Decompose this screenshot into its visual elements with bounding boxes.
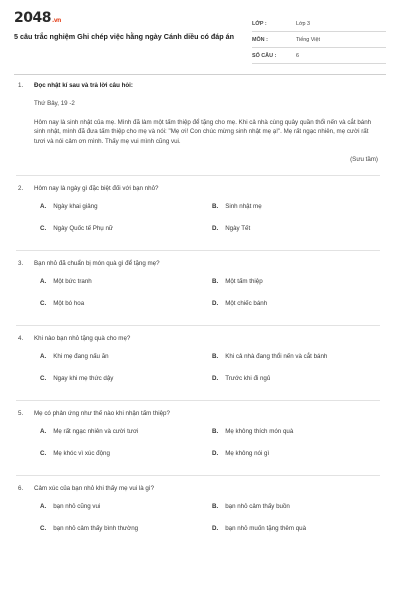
option-letter: B.: [212, 352, 219, 360]
reading-passage: [34, 99, 378, 165]
option-letter: C.: [40, 299, 47, 307]
option-text: Mẹ rất ngạc nhiên và cười tươi: [53, 427, 139, 435]
meta-row-subject: [252, 32, 386, 48]
meta-key: SỐ CÂU :: [252, 53, 277, 59]
question-text: Cảm xúc của bạn nhỏ khi thấy mẹ vui là gì?: [34, 484, 155, 492]
question-2: [18, 185, 378, 247]
option-text: Trước khi đi ngủ: [225, 374, 271, 382]
option-letter: C.: [40, 374, 47, 382]
option-b[interactable]: [212, 203, 262, 210]
question-header: [18, 260, 378, 270]
option-row: [34, 503, 378, 525]
question-header: [18, 185, 378, 195]
option-text: Ngày Tết: [225, 224, 251, 232]
question-separator: [16, 475, 380, 476]
option-row: [34, 375, 378, 397]
option-row: [34, 525, 378, 547]
option-row: [34, 428, 378, 450]
passage-source: (Sưu tầm): [350, 156, 378, 164]
option-letter: A.: [40, 352, 47, 360]
option-d[interactable]: [212, 300, 267, 307]
meta-key: MÔN :: [252, 37, 268, 43]
question-number: 6.: [18, 484, 24, 492]
question-number: 2.: [18, 184, 24, 192]
meta-key: LỚP :: [252, 21, 267, 27]
question-text: Hôm nay là ngày gì đặc biệt đối với bạn nhỏ?: [34, 184, 159, 192]
option-text: Khi mẹ đang nấu ăn: [53, 352, 109, 360]
option-c[interactable]: [40, 375, 113, 382]
option-letter: D.: [212, 524, 219, 532]
passage-body: Hôm nay là sinh nhật của mẹ. Mình đã làm một tấm thiệp để tặng cho mẹ. Khi cả nhà cùng quây quần thổi nến và cắt bánh sinh nhật, mình đã đưa tấm thiệp cho mẹ và nói: "Mẹ ơi! Con chúc mừng sinh nhật mẹ ạ!". Mẹ rất ngạc nhiên, mẹ cười rất tươi và nói cảm ơn mình. Thấy mẹ vui mình cũng vui.: [34, 118, 372, 145]
option-b[interactable]: [212, 353, 327, 360]
question-separator: [16, 325, 380, 326]
option-row: [34, 278, 378, 300]
option-a[interactable]: [40, 428, 138, 435]
option-letter: C.: [40, 224, 47, 232]
logo-text: 2048: [14, 10, 51, 26]
option-a[interactable]: [40, 203, 98, 210]
option-d[interactable]: [212, 450, 269, 457]
meta-value: 6: [296, 53, 299, 59]
option-c[interactable]: [40, 225, 113, 232]
question-text: Đọc nhật kí sau và trả lời câu hỏi:: [34, 82, 133, 89]
option-d[interactable]: [212, 225, 250, 232]
option-row: [34, 450, 378, 472]
option-text: Mẹ khóc vì xúc động: [53, 449, 110, 457]
option-row: [34, 225, 378, 247]
option-letter: D.: [212, 224, 219, 232]
passage-date: Thứ Bảy, 19 -2: [34, 100, 75, 107]
option-row: [34, 300, 378, 322]
question-header: [18, 410, 378, 420]
option-letter: A.: [40, 427, 47, 435]
option-text: bạn nhỏ cảm thấy buồn: [225, 502, 290, 510]
document-title: 5 câu trắc nghiệm Ghi chép việc hằng ngày Cánh diều có đáp án: [14, 32, 235, 41]
answer-options: [34, 503, 378, 547]
answer-options: [34, 353, 378, 397]
option-text: Sinh nhật mẹ: [225, 202, 262, 210]
option-letter: B.: [212, 502, 219, 510]
option-text: Ngay khi mẹ thức dậy: [53, 374, 114, 382]
option-a[interactable]: [40, 503, 100, 510]
answer-options: [34, 203, 378, 247]
question-number: 1.: [18, 82, 24, 89]
question-header: [18, 485, 378, 495]
option-c[interactable]: [40, 525, 138, 532]
option-row: [34, 203, 378, 225]
question-5: [18, 410, 378, 472]
meta-row-count: [252, 48, 386, 64]
option-c[interactable]: [40, 300, 84, 307]
header-divider: [14, 74, 386, 75]
question-number: 4.: [18, 334, 24, 342]
logo-tld: .vn: [51, 17, 61, 24]
option-text: Mẹ không thích món quà: [225, 427, 294, 435]
option-letter: A.: [40, 202, 47, 210]
option-letter: B.: [212, 277, 219, 285]
option-text: Một bức tranh: [53, 277, 92, 285]
option-text: Ngày khai giảng: [53, 202, 98, 210]
question-text: Khi nào bạn nhỏ tặng quà cho mẹ?: [34, 334, 131, 342]
option-letter: B.: [212, 202, 219, 210]
meta-value: Tiếng Việt: [296, 37, 320, 43]
option-letter: D.: [212, 374, 219, 382]
option-d[interactable]: [212, 375, 270, 382]
option-letter: C.: [40, 524, 47, 532]
meta-value: Lớp 3: [296, 21, 311, 27]
question-header: [18, 335, 378, 345]
question-separator: [16, 250, 380, 251]
option-b[interactable]: [212, 278, 263, 285]
option-text: Một bó hoa: [53, 299, 85, 307]
option-a[interactable]: [40, 353, 109, 360]
question-4: [18, 335, 378, 397]
question-header: [18, 82, 378, 92]
answer-options: [34, 278, 378, 322]
option-text: bạn nhỏ cũng vui: [53, 502, 101, 510]
option-b[interactable]: [212, 428, 293, 435]
option-letter: A.: [40, 277, 47, 285]
question-1: [18, 82, 378, 165]
meta-row-class: [252, 16, 386, 32]
question-text: Mẹ có phản ứng như thế nào khi nhận tấm thiệp?: [34, 409, 170, 417]
question-separator: [16, 400, 380, 401]
question-text: Bạn nhỏ đã chuẩn bị món quà gì để tặng mẹ?: [34, 259, 160, 267]
site-logo[interactable]: [14, 10, 61, 26]
meta-table: [252, 16, 386, 64]
option-a[interactable]: [40, 278, 92, 285]
option-letter: B.: [212, 427, 219, 435]
questions-content: [18, 82, 378, 547]
option-text: Khi cả nhà đang thổi nến và cắt bánh: [225, 352, 328, 360]
option-row: [34, 353, 378, 375]
question-number: 3.: [18, 259, 24, 267]
question-3: [18, 260, 378, 322]
option-text: bạn nhỏ muốn tặng thêm quà: [225, 524, 307, 532]
answer-options: [34, 428, 378, 472]
option-text: bạn nhỏ cảm thấy bình thường: [53, 524, 139, 532]
option-b[interactable]: [212, 503, 290, 510]
option-text: Một tấm thiệp: [225, 277, 263, 285]
option-text: Một chiếc bánh: [225, 299, 268, 307]
option-d[interactable]: [212, 525, 306, 532]
option-text: Mẹ không nói gì: [225, 449, 270, 457]
option-c[interactable]: [40, 450, 110, 457]
question-number: 5.: [18, 409, 24, 417]
option-letter: C.: [40, 449, 47, 457]
header: [14, 10, 386, 70]
question-separator: [16, 175, 380, 176]
option-letter: A.: [40, 502, 47, 510]
option-letter: D.: [212, 299, 219, 307]
option-letter: D.: [212, 449, 219, 457]
question-6: [18, 485, 378, 547]
option-text: Ngày Quốc tế Phụ nữ: [53, 224, 114, 232]
